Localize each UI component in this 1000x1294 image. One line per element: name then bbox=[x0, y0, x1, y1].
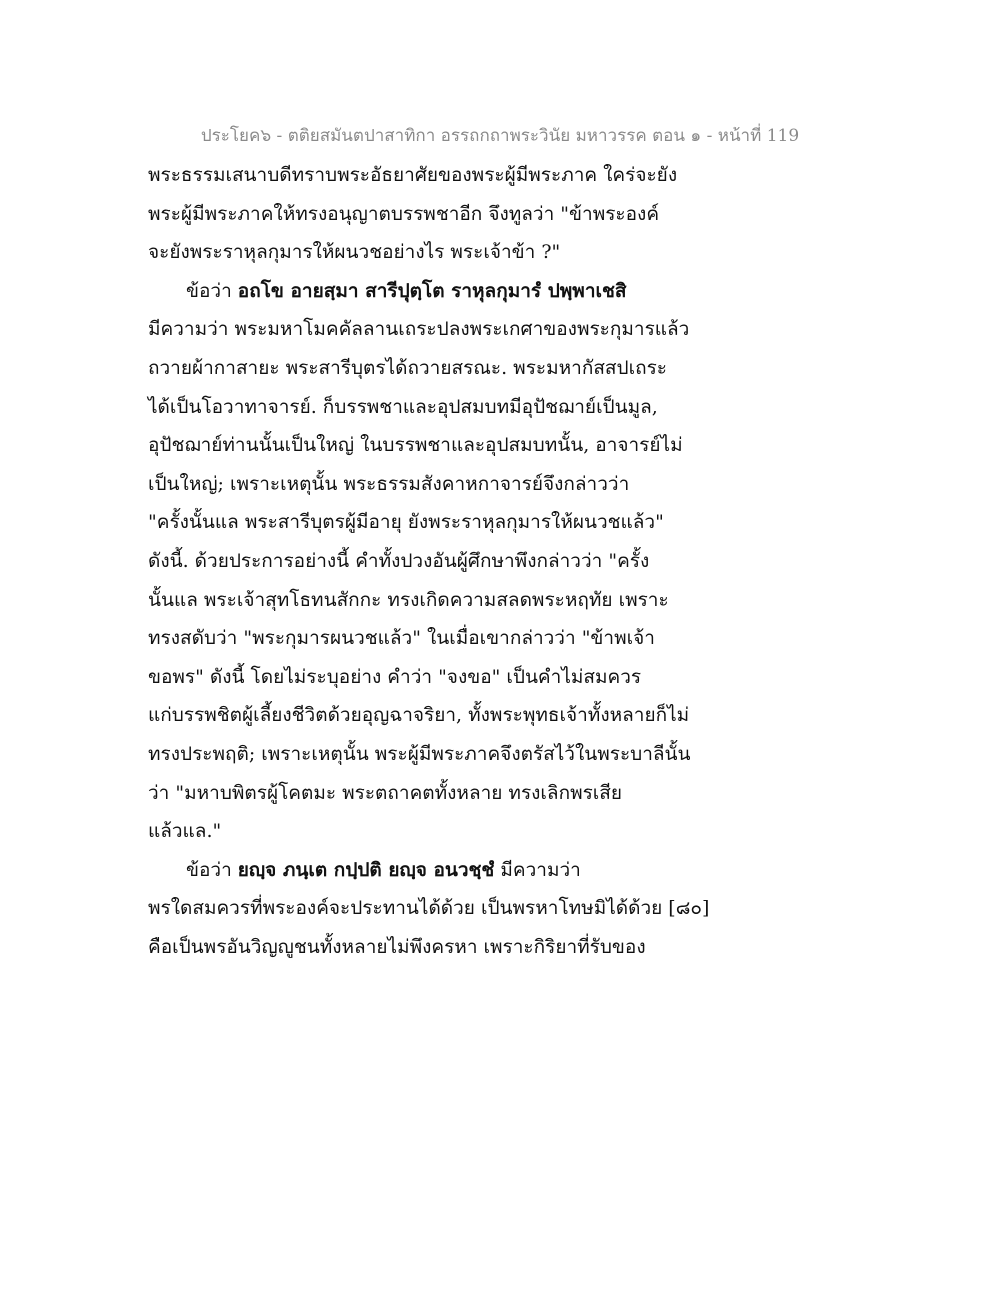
text-line-with-pali bbox=[148, 272, 748, 311]
text-line: นั้นแล พระเจ้าสุทโธทนสักกะ ทรงเกิดความสลดพระหฤทัย เพราะ bbox=[148, 588, 669, 611]
text-line: ได้เป็นโอวาทาจารย์. ก็บรรพชาและอุปสมบทมีอุปัชฌาย์เป็นมูล, bbox=[148, 395, 658, 418]
text-line: ทรงประพฤติ; เพราะเหตุนั้น พระผู้มีพระภาคจึงตรัสไว้ในพระบาลีนั้น bbox=[148, 742, 691, 765]
text-line: ดังนี้. ด้วยประการอย่างนี้ คำทั้งปวงอันผู้ศึกษาพึงกล่าวว่า "ครั้ง bbox=[148, 549, 650, 572]
pali-phrase: อถโข อายสฺมา สารีปุตฺโต ราหุลกุมารํ ปพฺพาเชสิ bbox=[237, 279, 627, 302]
text-line: มีความว่า พระมหาโมคคัลลานเถระปลงพระเกศาของพระกุมารแล้ว bbox=[148, 318, 690, 341]
text-line: แล้วแล." bbox=[148, 820, 222, 843]
text-line-with-pali bbox=[148, 851, 748, 890]
text-line: ถวายผ้ากาสายะ พระสารีบุตรได้ถวายสรณะ. พระมหากัสสปเถระ bbox=[148, 356, 668, 379]
pali-phrase: ยญฺจ ภนฺเต กปฺปติ ยญฺจ อนวชฺชํ bbox=[237, 858, 495, 881]
text-line: อุปัชฌาย์ท่านนั้นเป็นใหญ่ ในบรรพชาและอุปสมบทนั้น, อาจารย์ไม่ bbox=[148, 434, 683, 457]
text-line: แก่บรรพชิตผู้เลี้ยงชีวิตด้วยอุญฉาจริยา, ทั้งพระพุทธเจ้าทั้งหลายก็ไม่ bbox=[148, 704, 690, 727]
text-line: เป็นใหญ่; เพราะเหตุนั้น พระธรรมสังคาหกาจารย์จึงกล่าวว่า bbox=[148, 472, 630, 495]
text-line: พระธรรมเสนาบดีทราบพระอัธยาศัยของพระผู้มีพระภาค ใคร่จะยัง bbox=[148, 164, 678, 186]
line-prefix: ข้อว่า bbox=[186, 279, 238, 302]
text-line: "ครั้งนั้นแล พระสารีบุตรผู้มีอายุ ยังพระราหุลกุมารให้ผนวชแล้ว" bbox=[148, 511, 664, 534]
line-suffix: มีความว่า bbox=[494, 858, 581, 881]
text-line: พระผู้มีพระภาคให้ทรงอนุญาตบรรพชาอีก จึงทูลว่า "ข้าพระองค์ bbox=[148, 202, 660, 225]
text-line: ว่า "มหาบพิตรผู้โคตมะ พระตถาคตทั้งหลาย ทรงเลิกพรเสีย bbox=[148, 781, 623, 804]
document-body bbox=[148, 156, 748, 966]
text-line: พรใดสมควรที่พระองค์จะประทานได้ด้วย เป็นพรหาโทษมิได้ด้วย [๘๐] bbox=[148, 897, 710, 920]
text-line: คือเป็นพรอันวิญญูชนทั้งหลายไม่พึงครหา เพราะกิริยาที่รับของ bbox=[148, 935, 646, 958]
text-line: ขอพร" ดังนี้ โดยไม่ระบุอย่าง คำว่า "จงขอ" เป็นคำไม่สมควร bbox=[148, 665, 642, 688]
text-line: ทรงสดับว่า "พระกุมารผนวชแล้ว" ในเมื่อเขากล่าวว่า "ข้าพเจ้า bbox=[148, 627, 655, 650]
page-header bbox=[0, 122, 1000, 149]
line-prefix: ข้อว่า bbox=[186, 858, 238, 881]
text-line: จะยังพระราหุลกุมารให้ผนวชอย่างไร พระเจ้าข้า ?" bbox=[148, 241, 561, 264]
page-header-text: ประโยค๖ - ตติยสมันตปาสาทิกา อรรถกถาพระวินัย มหาวรรค ตอน ๑ - หน้าที่ 119 bbox=[200, 126, 800, 146]
